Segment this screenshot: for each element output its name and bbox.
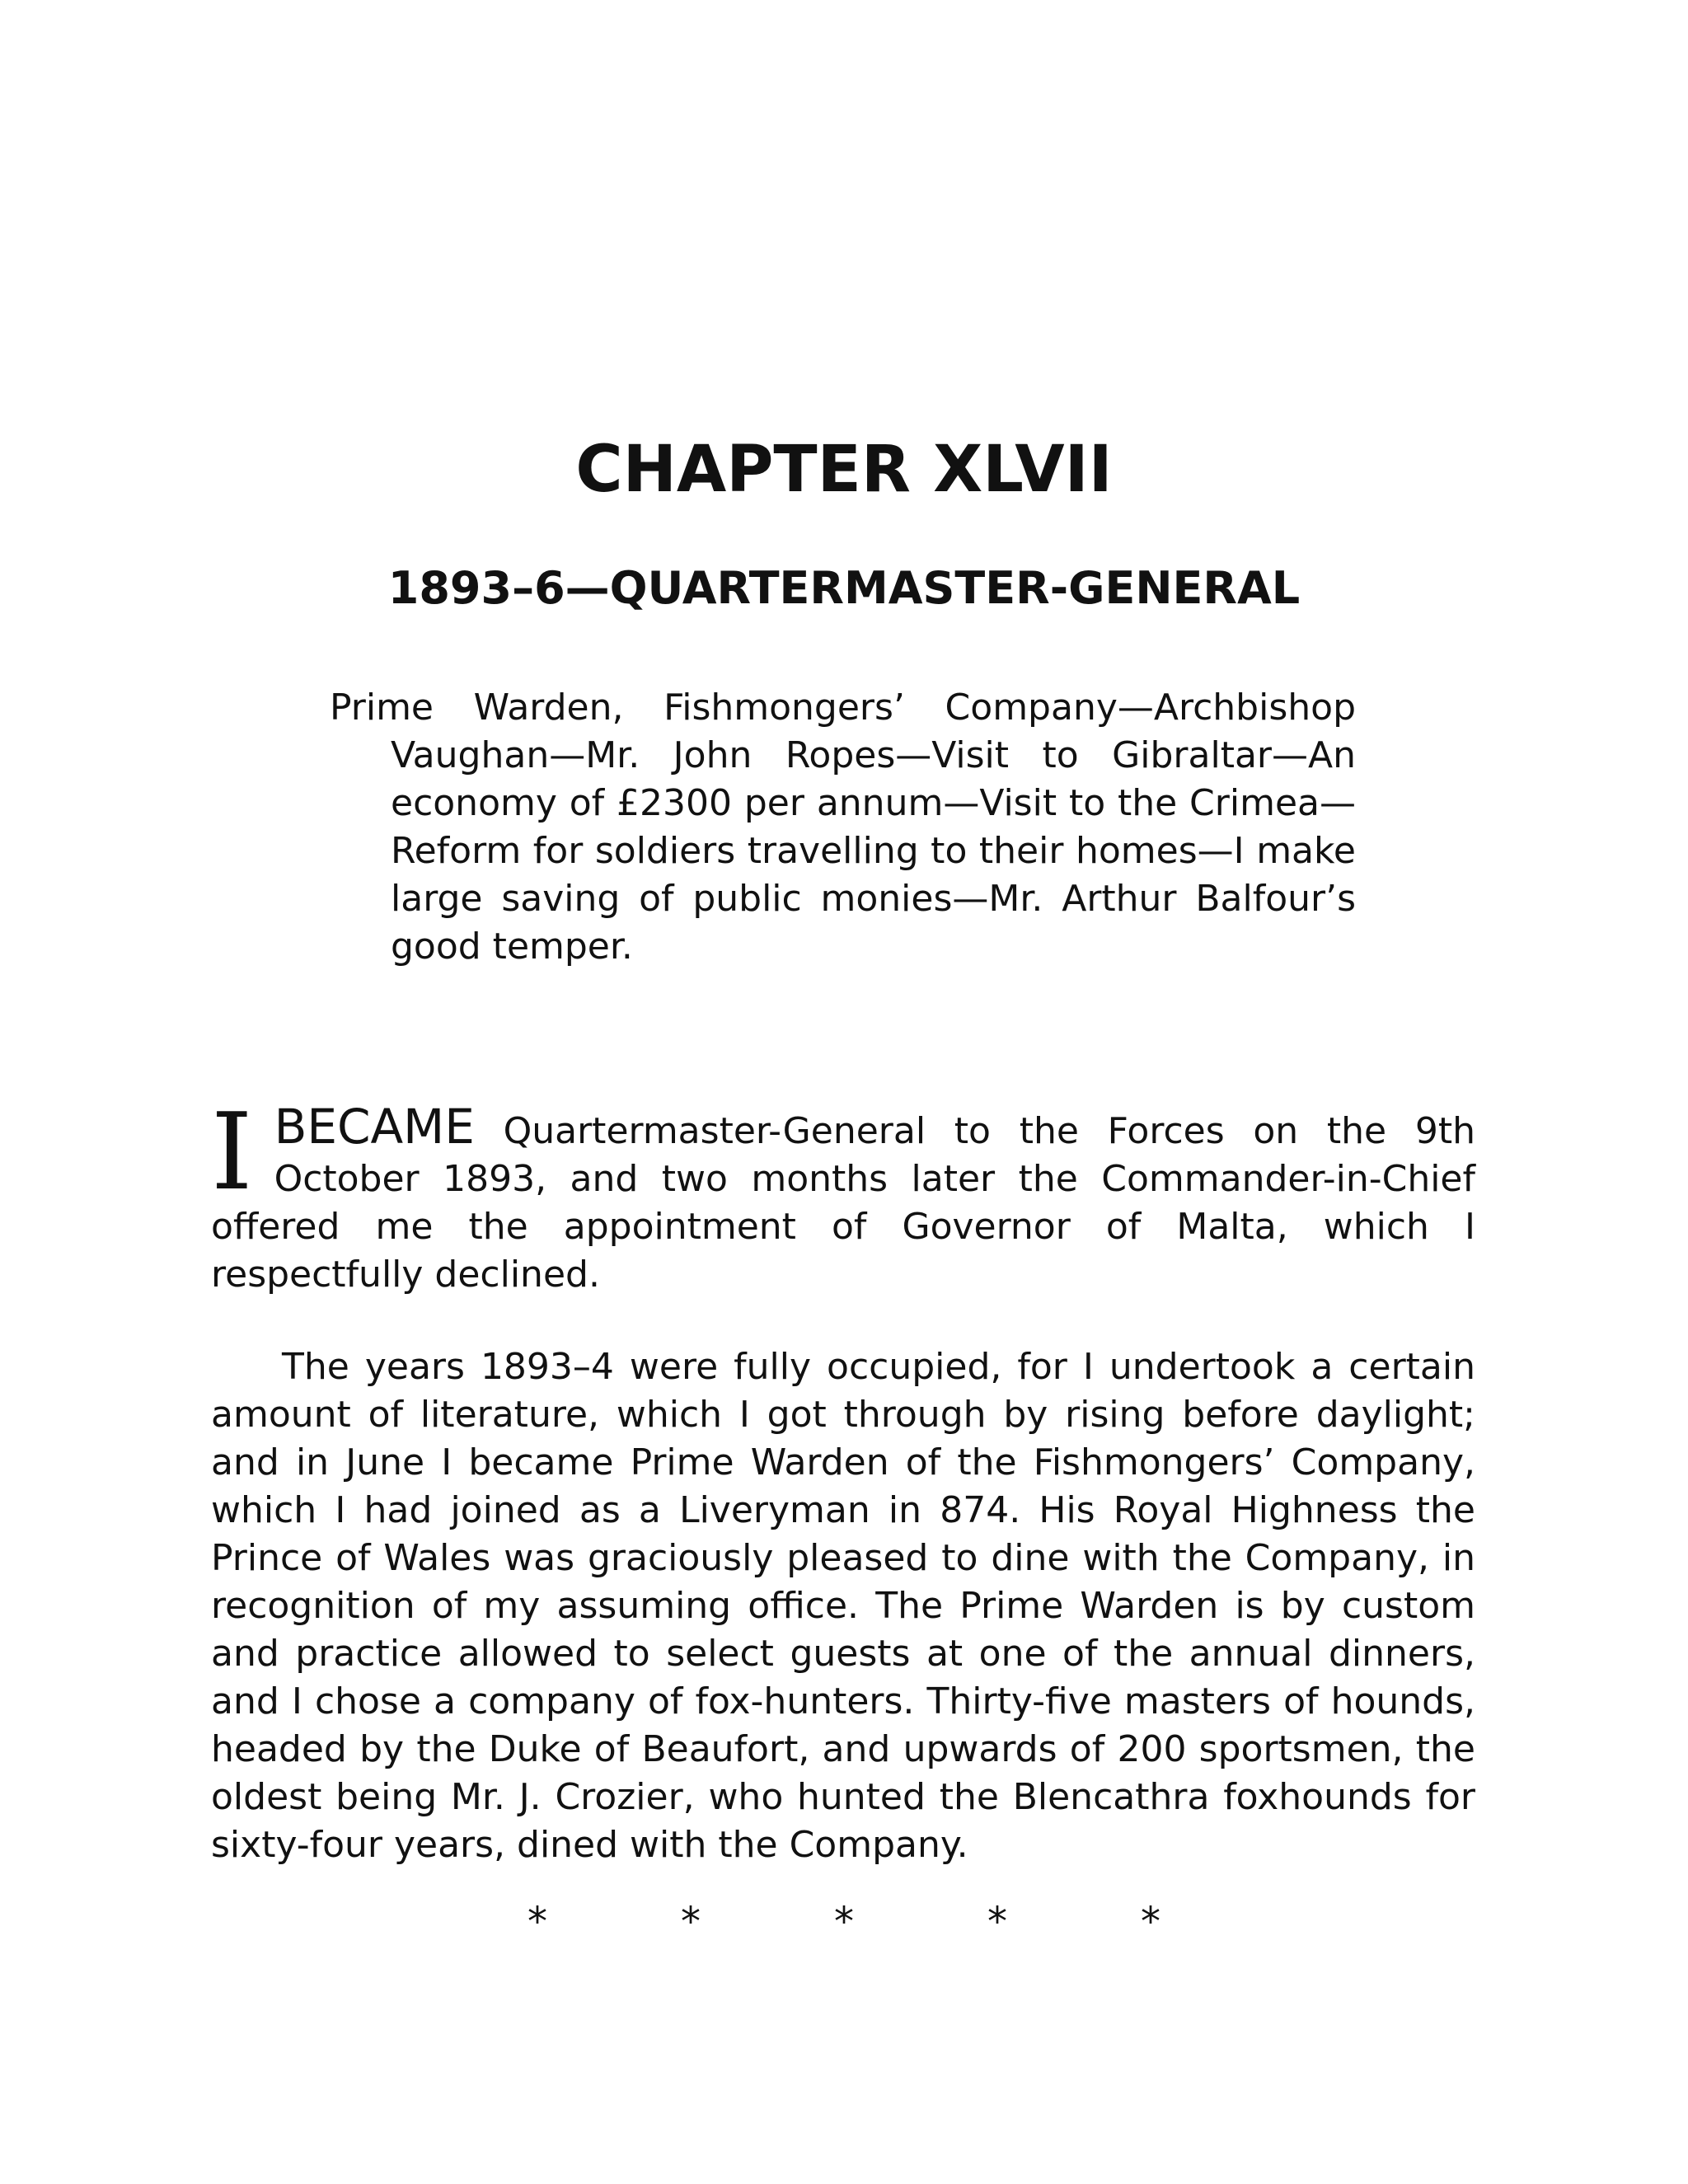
paragraph-first bbox=[211, 1091, 1475, 1299]
chapter-title: CHAPTER XLVII bbox=[575, 433, 1113, 507]
separator-asterisk: * bbox=[681, 1899, 701, 1945]
separator-asterisk: * bbox=[528, 1899, 547, 1945]
separator-asterisk: * bbox=[1141, 1899, 1160, 1945]
paragraph-first-text: Quartermaster-General to the Forces on the 9th October 1893, and two months later the Commander-in-Chief offered me the appointment of Governor of Malta, which I respectfully declined. bbox=[211, 1110, 1475, 1296]
section-separator bbox=[0, 1897, 1688, 1947]
paragraph-second: The years 1893–4 were fully occupied, for I undertook a certain amount of literature, which I got through by rising before daylight; and in June I became Prime Warden of the Fishmongers’ Company, which I had joined as a Liveryman in 874. His Royal Highness the Prince of Wales was graciously pleased to dine with the Company, in recognition of my assuming office. The Prime Warden is by custom and practice allowed to select guests at one of the annual dinners, and I chose a company of fox-hunters. Thirty-five masters of hounds, headed by the Duke of Beaufort, and upwards of 200 sportsmen, the oldest being Mr. J. Crozier, who hunted the Blencathra foxhounds for sixty-four years, dined with the Company. bbox=[211, 1346, 1475, 1866]
chapter-subtitle: 1893–6—QUARTERMASTER-GENERAL bbox=[387, 562, 1301, 614]
separator-asterisk: * bbox=[834, 1899, 854, 1945]
lead-word: BECAME bbox=[274, 1099, 475, 1155]
separator-asterisk: * bbox=[987, 1899, 1007, 1945]
chapter-synopsis: Prime Warden, Fishmongers’ Company—Archbishop Vaughan—Mr. John Ropes—Visit to Gibraltar—An economy of £2300 per annum—Visit to the Crimea—Reform for soldiers travelling to their homes—I make large saving of public monies—Mr. Arthur Balfour’s good temper. bbox=[330, 687, 1356, 968]
drop-cap: I bbox=[211, 1091, 253, 1214]
